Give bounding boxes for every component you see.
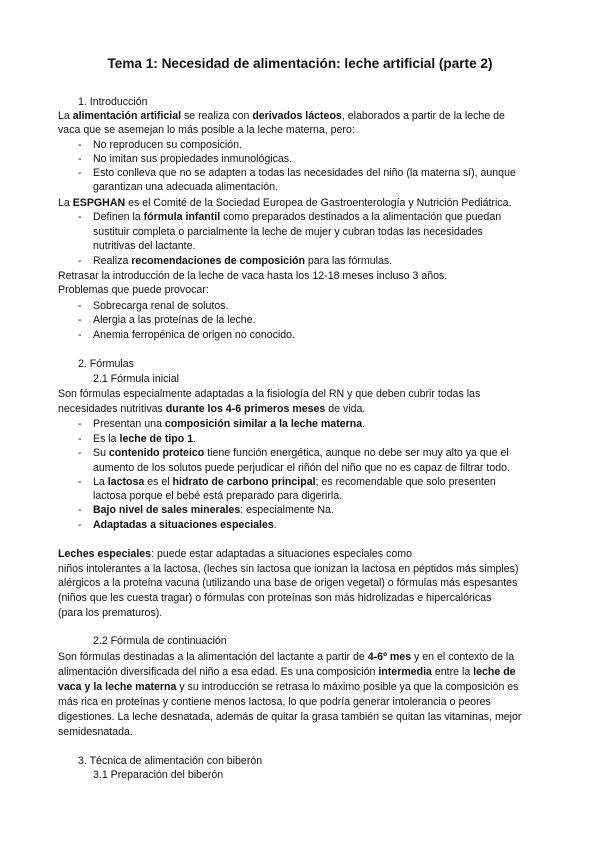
paragraph-line: alimentación diversificada del niño a esa edad. Es una composición intermedia entre la leche de	[58, 666, 516, 678]
list-item-continuation: sustituir completa o parcialmente la leche de mujer y cubran todas las necesidades	[93, 226, 483, 238]
section-heading-formulas: 2. Fórmulas	[78, 358, 134, 370]
paragraph-line: digestiones. La leche desnatada, además de quitar la grasa también se quitan las vitaminas, mejor	[58, 711, 522, 723]
page-title: Tema 1: Necesidad de alimentación: leche artificial (parte 2)	[107, 56, 493, 71]
paragraph-line: más rica en proteínas y contiene menos lactosa, lo que podría generar intolerancia o peores	[58, 696, 491, 708]
paragraph-line: niños intolerantes a la lactosa, (leches sin lactosa que ionizan la lactosa en péptidos más simples)	[58, 563, 519, 575]
list-item: Esto conlleva que no se adapten a todas las necesidades del niño (la materna sí), aunque	[93, 167, 516, 179]
list-item-continuation: nutritivas del lactante.	[93, 240, 196, 252]
list-item: No imitan sus propiedades inmunológicas.	[93, 153, 293, 165]
subsection-heading: 2.1 Fórmula inicial	[93, 373, 179, 385]
paragraph-line: semidesnatada.	[58, 726, 133, 738]
list-item: Adaptadas a situaciones especiales.	[93, 519, 277, 531]
list-item: Es la leche de tipo 1.	[93, 433, 197, 445]
list-item: Sobrecarga renal de solutos.	[93, 300, 229, 312]
bullet-dash: -	[78, 329, 82, 341]
bullet-dash: -	[78, 139, 82, 151]
paragraph-line: vaca que se asemejan lo más posible a la leche materna, pero:	[58, 124, 355, 136]
subsection-heading: 3.1 Preparación del biberón	[93, 769, 224, 781]
bullet-dash: -	[78, 255, 82, 267]
section-heading-introduccion: 1. Introducción	[78, 96, 148, 108]
bullet-dash: -	[78, 476, 82, 488]
bullet-dash: -	[78, 418, 82, 430]
paragraph-line: La ESPGHAN es el Comité de la Sociedad Europea de Gastroenterología y Nutrición Pediátrica.	[58, 197, 512, 209]
bullet-dash: -	[78, 314, 82, 326]
paragraph-line: La alimentación artificial se realiza con derivados lácteos, elaborados a partir de la leche de	[58, 110, 505, 122]
bullet-dash: -	[78, 153, 82, 165]
list-item: Alergia a las proteínas de la leche.	[93, 314, 256, 326]
list-item-continuation: aumento de los solutos puede perjudicar el riñón del niño que no es capaz de filtrar todo.	[93, 462, 510, 474]
paragraph-line: vaca y la leche materna y su introducción se retrasa lo máximo posible ya que la composición es	[58, 681, 519, 693]
list-item: Definen la fórmula infantil como preparados destinados a la alimentación que puedan	[93, 211, 502, 223]
paragraph-line: alérgicos a la proteína vacuna (utilizando una base de origen vegetal) o fórmulas más espesantes	[58, 577, 518, 589]
bullet-dash: -	[78, 300, 82, 312]
list-item: Bajo nivel de sales minerales: especialmente Na.	[93, 504, 334, 516]
bullet-dash: -	[78, 167, 82, 179]
list-item: Realiza recomendaciones de composición para las fórmulas.	[93, 255, 393, 267]
list-item-continuation: garantizan una adecuada alimentación.	[93, 181, 278, 193]
paragraph-line: Son fórmulas destinadas a la alimentación del lactante a partir de 4-6º mes y en el contexto de la	[58, 651, 515, 663]
list-item-continuation: lactosa porque el bebé está preparado para digerirla.	[93, 490, 343, 502]
paragraph-line: Problemas que puede provocar:	[58, 284, 209, 296]
section-heading-tecnica: 3. Técnica de alimentación con biberón	[78, 755, 263, 767]
bullet-dash: -	[78, 433, 82, 445]
paragraph-line: Leches especiales: puede estar adaptadas a situaciones especiales como	[58, 548, 412, 560]
paragraph-line: necesidades nutritivas durante los 4-6 primeros meses de vida.	[58, 403, 366, 415]
bullet-dash: -	[78, 447, 82, 459]
bullet-dash: -	[78, 519, 82, 531]
list-item: La lactosa es el hidrato de carbono principal; es recomendable que solo presenten	[93, 476, 496, 488]
list-item: Presentan una composición similar a la leche materna.	[93, 418, 366, 430]
list-item: Anemia ferropénica de origen no conocido.	[93, 329, 296, 341]
paragraph-line: (niños que les cuesta tragar) o fórmulas con proteínas son más hidrolizadas e hipercalóricas	[58, 592, 492, 604]
bullet-dash: -	[78, 504, 82, 516]
list-item: Su contenido proteico tiene función energética, aunque no debe ser muy alto ya que el	[93, 447, 509, 459]
bullet-dash: -	[78, 211, 82, 223]
paragraph-line: Retrasar la introducción de la leche de vaca hasta los 12-18 meses incluso 3 años.	[58, 270, 448, 282]
paragraph-line: (para los prematuros).	[58, 607, 163, 619]
paragraph-line: Son fórmulas especialmente adaptadas a la fisiología del RN y que deben cubrir todas las	[58, 388, 481, 400]
list-item: No reproducen su composición.	[93, 139, 242, 151]
subsection-heading: 2.2 Fórmula de continuación	[93, 635, 227, 647]
